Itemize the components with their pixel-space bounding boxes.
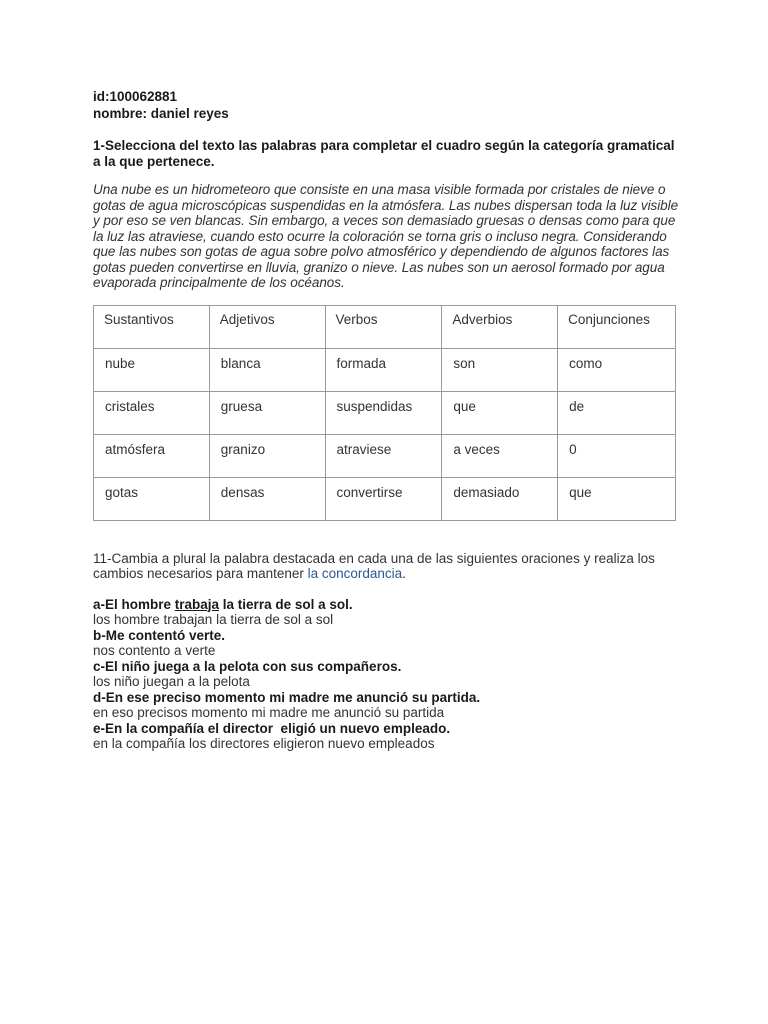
question-c: c-El niño juega a la pelota con sus compañeros. (93, 658, 402, 674)
answer-b: nos contento a verte (93, 643, 216, 658)
table-header-row (94, 305, 676, 348)
table-cell: cristales (94, 391, 210, 434)
instruction-11-text: 11-Cambia a plural la palabra destacada en cada una de las siguientes oraciones y realiza los cambios necesarios para mantener (93, 550, 655, 581)
table-row (94, 391, 676, 434)
concordancia-link[interactable]: la concordancia (307, 566, 403, 581)
table-cell: que (558, 477, 676, 520)
header-adverbios: Adverbios (442, 305, 558, 348)
table-cell: blanca (209, 348, 325, 391)
table-cell: como (558, 348, 676, 391)
header-adjetivos: Adjetivos (209, 305, 325, 348)
table-cell: de (558, 391, 676, 434)
question-e: e-En la compañía el director eligió un nuevo empleado. (93, 720, 451, 736)
document-page (93, 88, 683, 752)
question-a-end: la tierra de sol a sol. (219, 596, 353, 612)
table-cell: gruesa (209, 391, 325, 434)
answer-d: en eso precisos momento mi madre me anunció su partida (93, 705, 445, 720)
exercise-items (93, 597, 683, 752)
table-cell: atraviese (325, 434, 442, 477)
question-a-start: a-El hombre (93, 596, 175, 612)
table-cell: son (442, 348, 558, 391)
header-verbos: Verbos (325, 305, 442, 348)
table-cell: formada (325, 348, 442, 391)
answer-e: en la compañía los directores eligieron nuevo empleados (93, 736, 435, 751)
question-a (93, 597, 683, 613)
table-cell: atmósfera (94, 434, 210, 477)
header-sustantivos: Sustantivos (94, 305, 210, 348)
table-row (94, 477, 676, 520)
table-cell: convertirse (325, 477, 442, 520)
grammar-table (93, 305, 676, 521)
highlighted-word: trabaja (174, 596, 220, 612)
table-cell: densas (209, 477, 325, 520)
table-cell: a veces (442, 434, 558, 477)
answer-a: los hombre trabajan la tierra de sol a sol (93, 612, 334, 627)
reading-passage: Una nube es un hidrometeoro que consiste en una masa visible formada por cristales de nieve o gotas de agua microscópicas suspendidas en la atmósfera. Las nubes dispersan toda la luz visible y por eso se ven blancas. Sin embargo, a veces son demasiado gruesas o densas como para que la luz las atraviese, cuando esto ocurre la coloración se torna gris o incluso negra. Considerando que las nubes son gotas de agua sobre polvo atmosférico y dependiendo de algunos factores las gotas pueden convertirse en lluvia, granizo o nieve. Las nubes son un aerosol formado por agua evaporada principalmente de los océanos. (93, 182, 679, 290)
answer-c: los niño juegan a la pelota (93, 674, 250, 689)
table-cell: suspendidas (325, 391, 442, 434)
table-row (94, 434, 676, 477)
question-b: b-Me contentó verte. (93, 627, 226, 643)
table-cell: nube (94, 348, 210, 391)
table-cell: granizo (209, 434, 325, 477)
header-conjunciones: Conjunciones (558, 305, 676, 348)
student-name: nombre: daniel reyes (93, 106, 229, 121)
table-cell: 0 (558, 434, 676, 477)
instruction-1: 1-Selecciona del texto las palabras para completar el cuadro según la categoría gramatical a la que pertenece. (93, 138, 675, 169)
table-row (94, 348, 676, 391)
student-id: id:100062881 (93, 89, 178, 104)
question-d: d-En ese preciso momento mi madre me anunció su partida. (93, 689, 481, 705)
table-cell: demasiado (442, 477, 558, 520)
table-cell: que (442, 391, 558, 434)
instruction-11-end: . (402, 566, 406, 581)
table-cell: gotas (94, 477, 210, 520)
instruction-11 (93, 551, 683, 582)
